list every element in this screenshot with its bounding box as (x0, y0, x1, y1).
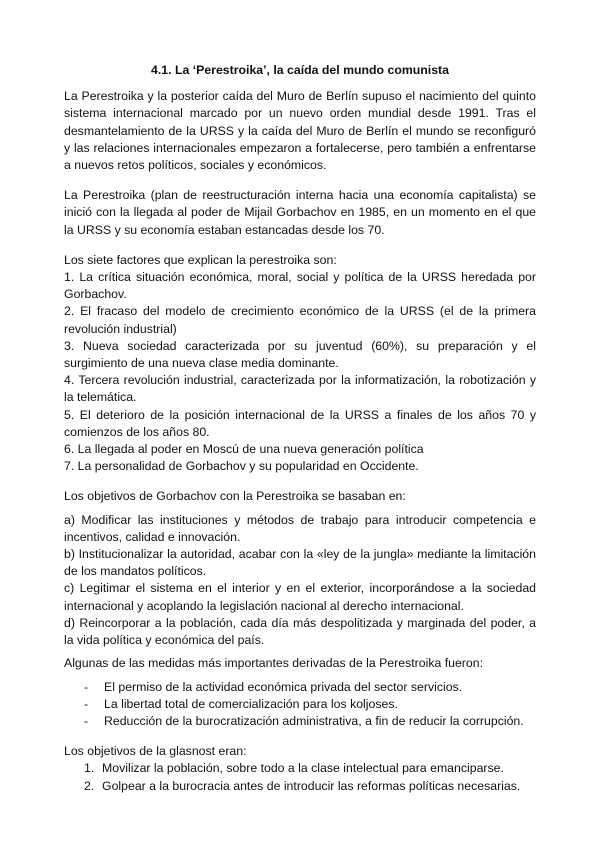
objective-item: d) Reincorporar a la población, cada día más despolitizada y marginada del poder, a la vida política y económica del país. (64, 615, 536, 648)
factors-heading: Los siete factores que explican la perestroika son: (64, 252, 337, 267)
glasnost-item (64, 778, 536, 795)
objective-item: c) Legitimar el sistema en el interior y en el exterior, incorporándose a la sociedad internacional y acoplando la legislación nacional al derecho internacional. (64, 581, 536, 613)
objective-item: b) Institucionalizar la autoridad, acabar con la «ley de la jungla» mediante la limitación de los mandatos políticos. (64, 547, 536, 579)
factor-item: 1. La crítica situación económica, moral, social y política de la URSS heredada por Gorbachov. (64, 270, 536, 302)
measures-list (64, 679, 536, 731)
factor-item: 4. Tercera revolución industrial, caracterizada por la informatización, la robotización y la telemática. (64, 373, 536, 405)
measures-heading: Algunas de las medidas más importantes derivadas de la Perestroika fueron: (64, 656, 484, 671)
section-title: 4.1. La ‘Perestroika’, la caída del mundo comunista (151, 63, 449, 77)
factors-list (64, 269, 536, 475)
measure-item (64, 713, 536, 730)
measure-text: La libertad total de comercialización para los koljoses. (104, 696, 398, 711)
intro-paragraph-1: La Perestroika y la posterior caída del Muro de Berlín supuso el nacimiento del quinto sistema internacional marcado por un nuevo orden mundial desde 1991. Tras el desmantelamiento de la URSS y la caída del Muro de Berlín el mundo se reconfiguró y las relaciones internacionales empezaron a fortalecerse, pero también a enfrentarse a nuevos retos políticos, sociales y económicos. (64, 89, 536, 173)
glasnost-list (64, 760, 536, 794)
dash-bullet: - (84, 679, 89, 694)
glasnost-text: Movilizar la población, sobre todo a la clase intelectual para emanciparse. (102, 761, 504, 776)
glasnost-text: Golpear a la burocracia antes de introducir las reformas políticas necesarias. (102, 778, 521, 793)
measure-item (64, 696, 536, 713)
factor-item: 2. El fracaso del modelo de crecimiento económico de la URSS (el de la primera revolución industrial) (64, 304, 536, 336)
measure-text: Reducción de la burocratización administrativa, a fin de reducir la corrupción. (104, 713, 524, 728)
objective-item: a) Modificar las instituciones y métodos de trabajo para introducir competencia e incentivos, calidad e innovación. (64, 512, 536, 544)
glasnost-heading: Los objetivos de la glasnost eran: (64, 744, 247, 759)
document-page (64, 62, 536, 795)
measure-text: El permiso de la actividad económica privada del sector servicios. (104, 679, 463, 694)
measure-item (64, 679, 536, 696)
intro-paragraph-2: La Perestroika (plan de reestructuración interna hacia una economía capitalista) se inició con la llegada al poder de Mijail Gorbachov en 1985, en un momento en el que la URSS y su economía estaban estancadas desde los 70. (64, 188, 536, 237)
factor-item: 3. Nueva sociedad caracterizada por su juventud (60%), su preparación y el surgimiento de una nueva clase media dominante. (64, 338, 536, 371)
objectives-list (64, 512, 536, 650)
factor-item: 7. La personalidad de Gorbachov y su popularidad en Occidente. (64, 459, 419, 474)
glasnost-item (64, 760, 536, 777)
factor-item: 5. El deterioro de la posición internacional de la URSS a finales de los años 70 y comienzos de los años 80. (64, 407, 536, 439)
factor-item: 6. La llegada al poder en Moscú de una nueva generación política (64, 442, 424, 457)
objectives-heading: Los objetivos de Gorbachov con la Perestroika se basaban en: (64, 489, 406, 504)
dash-bullet: - (84, 713, 89, 728)
item-number: 2. (84, 778, 95, 793)
dash-bullet: - (84, 696, 89, 711)
item-number: 1. (84, 761, 95, 776)
